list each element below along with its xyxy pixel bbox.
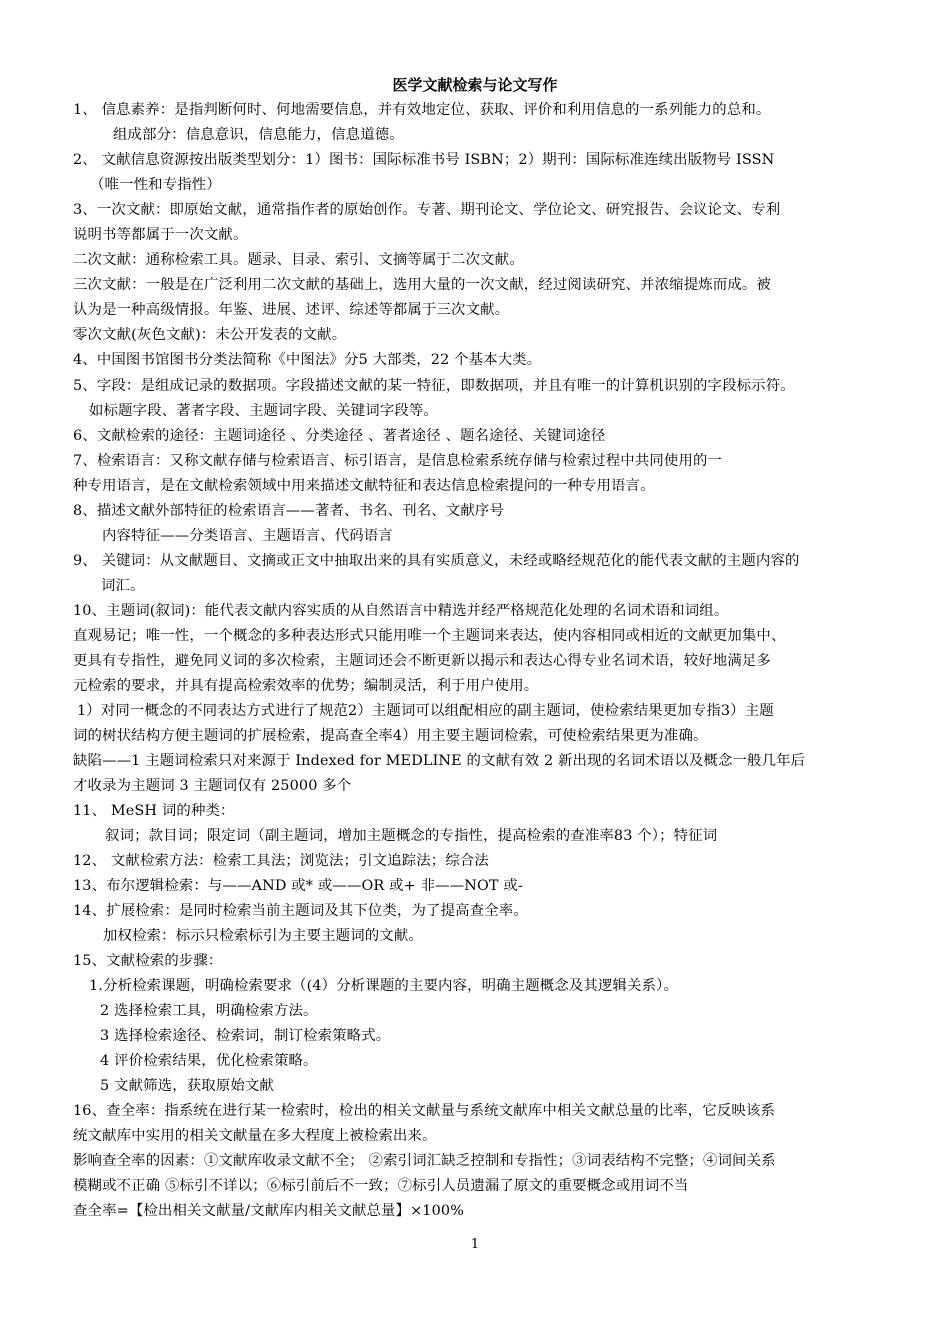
text-line: 词的树状结构方便主题词的扩展检索，提高查全率4）用主要主题词检索，可使检索结果更为准确。 xyxy=(73,728,708,744)
text-line: 4、中国图书馆图书分类法简称《中图法》分5 大部类，22 个基本大类。 xyxy=(73,352,542,368)
text-line: 2、 文献信息资源按出版类型划分：1）图书：国际标准书号 ISBN；2）期刊：国际标准连续出版物号 ISSN xyxy=(73,152,775,168)
text-line: 如标题字段、著者字段、主题词字段、关键词字段等。 xyxy=(89,403,438,419)
text-line: 9、 关键词：从文献题目、文摘或正文中抽取出来的具有实质意义，未经或略经规范化的能代表文献的主题内容的 xyxy=(73,553,800,569)
text-line: 5 文献筛选，获取原始文献 xyxy=(100,1078,274,1094)
text-line: 种专用语言，是在文献检索领域中用来描述文献特征和表达信息检索提问的一种专用语言。 xyxy=(73,478,655,494)
text-line: 模糊或不正确 ⑤标引不详以；⑥标引前后不一致；⑦标引人员遗漏了原文的重要概念或用词不当 xyxy=(73,1178,689,1194)
text-line: 11、 MeSH 词的种类： xyxy=(73,803,235,819)
text-line: 12、 文献检索方法：检索工具法；浏览法；引文追踪法；综合法 xyxy=(73,853,489,869)
text-line: 词汇。 xyxy=(101,578,145,594)
text-line: 元检索的要求，并具有提高检索效率的优势；编制灵活，利于用户使用。 xyxy=(73,678,539,694)
text-line: 组成部分：信息意识，信息能力，信息道德。 xyxy=(113,127,404,143)
text-line: 影响查全率的因素：①文献库收录文献不全； ②索引词汇缺乏控制和专指性；③词表结构不完整；④词间关系 xyxy=(73,1153,776,1169)
text-line: 6、文献检索的途径：主题词途径 、分类途径 、著者途径 、题名途径、关键词途径 xyxy=(73,428,606,444)
text-line: 零次文献(灰色文献)：未公开发表的文献。 xyxy=(73,327,347,343)
text-line: 16、查全率：指系统在进行某一检索时，检出的相关文献量与系统文献库中相关文献总量的比率，它反映该系 xyxy=(73,1103,776,1119)
text-line: 1.分析检索课题，明确检索要求（(4）分析课题的主要内容，明确主题概念及其逻辑关系）。 xyxy=(89,978,678,994)
text-line: 4 评价检索结果，优化检索策略。 xyxy=(100,1053,318,1069)
text-line: 3、一次文献：即原始文献，通常指作者的原始创作。专著、期刊论文、学位论文、研究报告、会议论文、专利 xyxy=(73,202,781,218)
text-line: 说明书等都属于一次文献。 xyxy=(73,227,248,243)
text-line: 13、布尔逻辑检索：与——AND 或* 或——OR 或+ 非——NOT 或- xyxy=(73,878,523,894)
text-line: 1、 信息素养：是指判断何时、何地需要信息，并有效地定位、获取、评价和利用信息的一系列能力的总和。 xyxy=(73,102,771,118)
text-line: 认为是一种高级情报。年鉴、进展、述评、综述等都属于三次文献。 xyxy=(73,302,510,318)
text-line: 三次文献：一般是在广泛利用二次文献的基础上，选用大量的一次文献，经过阅读研究、并浓缩提炼而成。被 xyxy=(73,277,771,293)
text-line: 2 选择检索工具，明确检索方法。 xyxy=(100,1003,318,1019)
text-line: 14、扩展检索：是同时检索当前主题词及其下位类，为了提高查全率。 xyxy=(73,903,528,919)
text-line: 10、主题词(叙词)：能代表文献内容实质的从自然语言中精选并经严格规范化处理的名词术语和词组。 xyxy=(73,603,729,619)
text-line: 加权检索：标示只检索标引为主要主题词的文献。 xyxy=(103,928,423,944)
text-line: 叙词；款目词；限定词（副主题词，增加主题概念的专指性，提高检索的查准率83 个）；特征词 xyxy=(105,828,718,844)
text-line: 8、描述文献外部特征的检索语言——著者、书名、刊名、文献序号 xyxy=(73,503,504,519)
text-line: 才收录为主题词 3 主题词仅有 25000 多个 xyxy=(73,778,352,794)
text-line: 7、检索语言：又称文献存储与检索语言、标引语言，是信息检索系统存储与检索过程中共同使用的一 xyxy=(73,453,723,469)
text-line: 统文献库中实用的相关文献量在多大程度上被检索出来。 xyxy=(73,1128,437,1144)
text-line: 缺陷——1 主题词检索只对来源于 Indexed for MEDLINE 的文献有效 2 新出现的名词术语以及概念一般几年后 xyxy=(73,753,806,769)
text-line: 5、字段：是组成记录的数据项。字段描述文献的某一特征，即数据项，并且有唯一的计算机识别的字段标示符。 xyxy=(73,378,795,394)
text-line: 直观易记；唯一性，一个概念的多种表达形式只能用唯一个主题词来表达，使内容相同或相近的文献更加集中、 xyxy=(73,628,786,644)
text-line: 1）对同一概念的不同表达方式进行了规范2）主题词可以组配相应的副主题词，使检索结果更加专指3）主题 xyxy=(77,703,774,719)
text-line: 查全率=【检出相关文献量/文献库内相关文献总量】×100% xyxy=(73,1203,465,1219)
text-line: （唯一性和专指性） xyxy=(90,177,221,193)
page-number: 1 xyxy=(470,1237,480,1252)
text-line: 3 选择检索途径、检索词，制订检索策略式。 xyxy=(100,1028,391,1044)
text-line: 二次文献：通称检索工具。题录、目录、索引、文摘等属于二次文献。 xyxy=(73,252,524,268)
text-line: 15、文献检索的步骤： xyxy=(73,953,223,969)
text-line: 内容特征——分类语言、主题语言、代码语言 xyxy=(102,528,393,544)
text-line: 更具有专指性，避免同义词的多次检索，主题词还会不断更新以揭示和表达心得专业名词术语，较好地满足多 xyxy=(73,653,771,669)
document-title: 医学文献检索与论文写作 xyxy=(392,76,558,94)
